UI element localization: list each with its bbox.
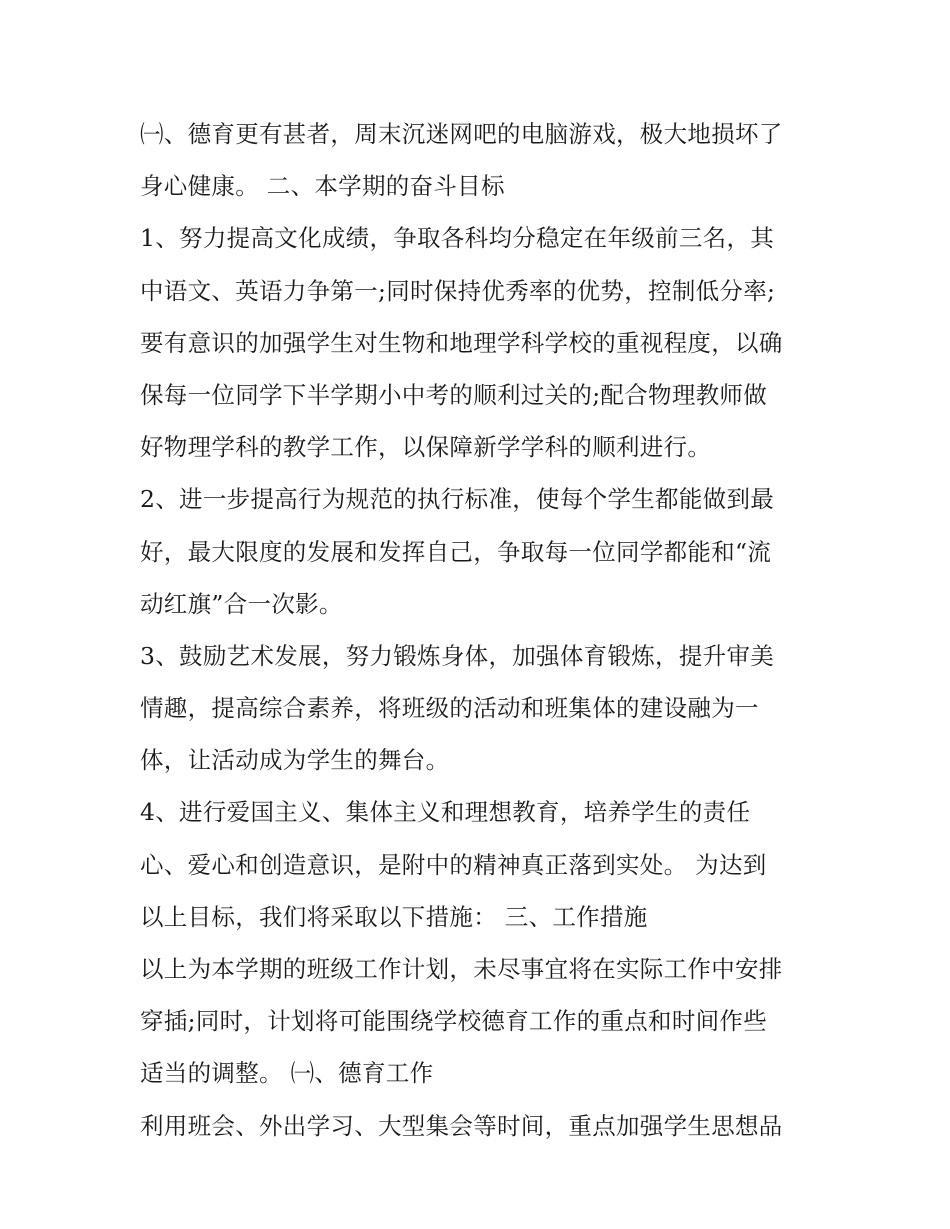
text-line: 好物理学科的教学工作，以保障新学学科的顺利进行。	[140, 433, 712, 462]
text-line: ㈠、德育更有甚者，周末沉迷网吧的电脑游戏，极大地损坏了	[140, 120, 783, 148]
text-line: 2、进一步提高行为规范的执行标准，使每个学生都能做到最	[140, 485, 775, 514]
text-line: 利用班会、外出学习、大型集会等时间，重点加强学生思想品	[140, 1111, 783, 1140]
text-line: 好，最大限度的发展和发挥自己，争取每一位同学都能和“流	[140, 537, 772, 566]
text-line: 以上目标，我们将采取以下措施： 三、工作措施	[140, 902, 648, 931]
text-line: 以上为本学期的班级工作计划，未尽事宜将在实际工作中安排	[140, 955, 783, 983]
document-body	[140, 108, 830, 1152]
text-line: 穿插;同时，计划将可能围绕学校德育工作的重点和时间作些	[140, 1007, 768, 1036]
text-line: 3、鼓励艺术发展，努力锻炼身体，加强体育锻炼，提升审美	[140, 641, 775, 670]
text-line: 动红旗”合一次影。	[140, 589, 343, 618]
text-line: 保每一位同学下半学期小中考的顺利过关的;配合物理教师做	[140, 380, 768, 409]
text-line: 情趣，提高综合素养，将班级的活动和班集体的建设融为一	[140, 694, 759, 723]
text-line: 心、爱心和创造意识，是附中的精神真正落到实处。 为达到	[140, 850, 767, 879]
text-line: 身心健康。 二、本学期的奋斗目标	[140, 172, 505, 201]
text-line: 1、努力提高文化成绩，争取各科均分稳定在年级前三名，其	[140, 224, 775, 253]
text-line: 要有意识的加强学生对生物和地理学科学校的重视程度，以确	[140, 328, 783, 357]
text-line: 体，让活动成为学生的舞台。	[140, 746, 450, 775]
text-line: 4、进行爱国主义、集体主义和理想教育，培养学生的责任	[140, 798, 751, 827]
text-line: 中语文、英语力争第一;同时保持优秀率的优势，控制低分率;	[140, 276, 776, 305]
text-line: 适当的调整。 ㈠、德育工作	[140, 1059, 434, 1088]
